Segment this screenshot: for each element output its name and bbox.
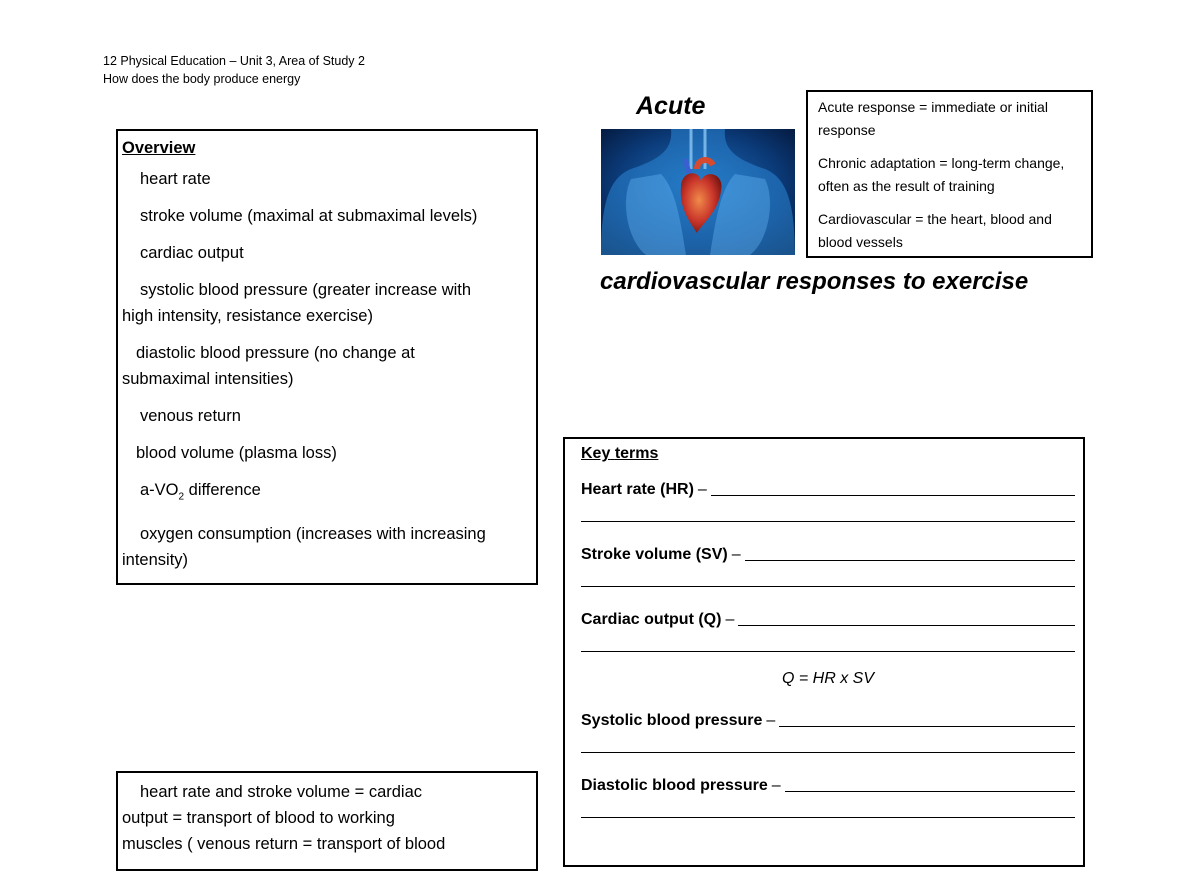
key-terms-box — [563, 437, 1085, 867]
overview-item: systolic blood pressure (greater increase with high intensity, resistance exercise) — [122, 281, 472, 325]
term-cardiac-output: Cardiac output (Q) – — [581, 607, 1075, 629]
overview-box — [116, 129, 538, 585]
definition-cardiovascular: Cardiovascular = the heart, blood and blood vessels — [818, 211, 1052, 250]
overview-item: stroke volume (maximal at submaximal levels) — [140, 207, 478, 225]
overview-item: $a-VO_2$ difference — [140, 481, 261, 503]
overview-title: Overview — [122, 139, 196, 157]
document-header-line1: 12 Physical Education – Unit 3, Area of Study 2 — [103, 54, 365, 68]
answer-line[interactable] — [738, 610, 1075, 626]
document-header-line2: How does the body produce energy — [103, 72, 301, 86]
overview-item: oxygen consumption (increases with increasing intensity) — [122, 525, 486, 570]
answer-line[interactable] — [581, 629, 1075, 652]
key-terms-title: Key terms — [581, 445, 659, 462]
answer-line[interactable] — [581, 499, 1075, 522]
term-diastolic-blood-pressure: Diastolic blood pressure – — [581, 773, 1075, 795]
definitions-box — [806, 90, 1093, 258]
answer-line[interactable] — [779, 711, 1075, 727]
answer-line[interactable] — [745, 545, 1075, 561]
heart-illustration-image — [601, 129, 795, 255]
overview-item: diastolic blood pressure (no change at submaximal intensities) — [122, 344, 415, 388]
definition-acute-response: Acute response = immediate or initial response — [818, 99, 1048, 138]
answer-line[interactable] — [581, 795, 1075, 818]
term-heart-rate: Heart rate (HR) – — [581, 477, 1075, 499]
term-systolic-blood-pressure: Systolic blood pressure – — [581, 708, 1075, 730]
cardiac-output-formula: Q = HR x SV — [781, 670, 875, 687]
overview-item: cardiac output — [140, 244, 244, 262]
answer-line[interactable] — [711, 480, 1075, 496]
answer-line[interactable] — [581, 730, 1075, 753]
answer-line[interactable] — [785, 776, 1075, 792]
summary-line: muscles ( venous return = transport of blood — [122, 835, 446, 853]
definition-chronic-adaptation: Chronic adaptation = long-term change, often as the result of training — [818, 155, 1065, 194]
answer-line[interactable] — [581, 564, 1075, 587]
summary-line: output = transport of blood to working — [122, 809, 395, 827]
term-stroke-volume: Stroke volume (SV) – — [581, 542, 1075, 564]
overview-item: heart rate — [140, 170, 211, 188]
page-subtitle: cardiovascular responses to exercise — [600, 268, 1029, 295]
overview-item: venous return — [140, 407, 241, 425]
overview-item: blood volume (plasma loss) — [136, 444, 337, 462]
summary-box — [116, 771, 538, 871]
summary-line: heart rate and stroke volume = cardiac — [140, 783, 423, 801]
acute-title: Acute — [636, 92, 706, 120]
